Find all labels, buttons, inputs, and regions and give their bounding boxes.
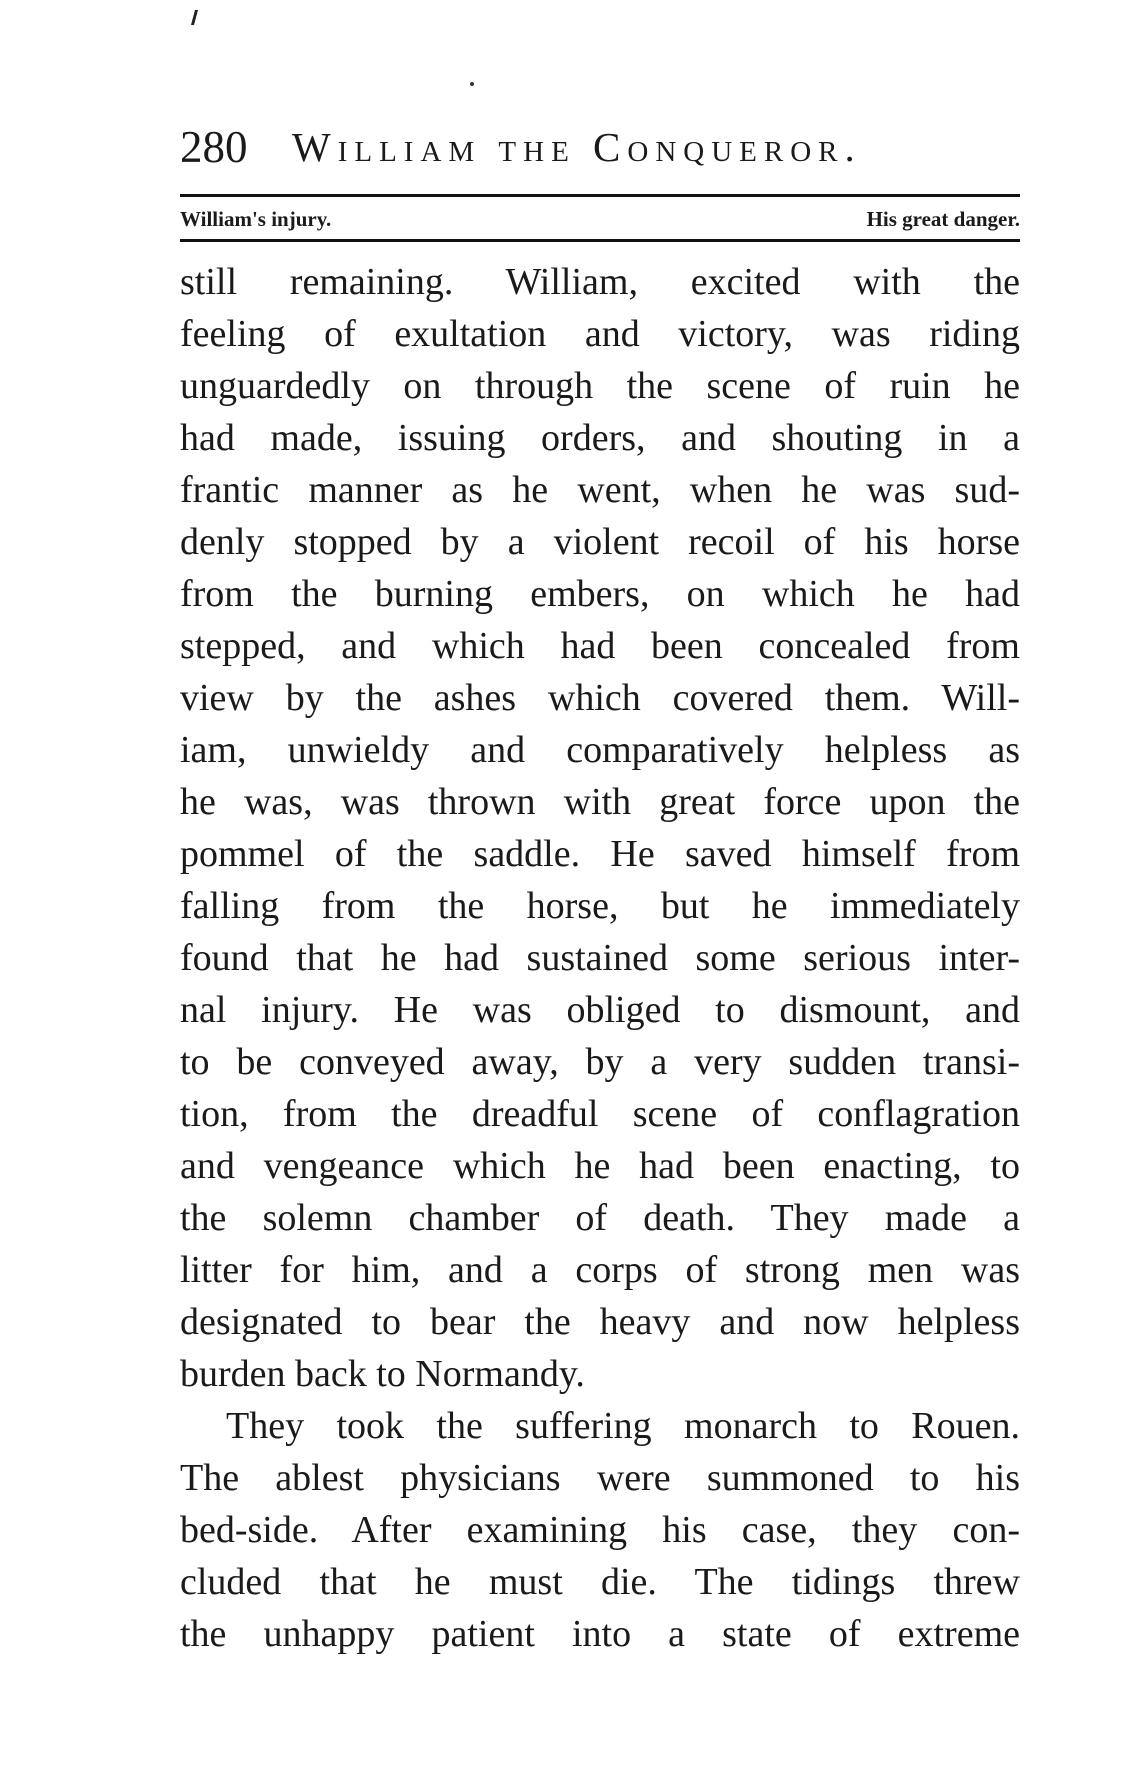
text-line: the solemn chamber of death. They made a (180, 1197, 1020, 1239)
text-line: iam, unwieldy and comparatively helpless as (180, 729, 1020, 771)
text-line: still remaining. William, excited with the (180, 261, 1020, 303)
text-line: cluded that he must die. The tidings threw (180, 1561, 1020, 1603)
text-line: found that he had sustained some serious inter- (180, 937, 1020, 979)
running-head (180, 122, 1020, 185)
header-rule-bottom (180, 239, 1020, 242)
text-line: litter for him, and a corps of strong men was (180, 1249, 1020, 1291)
text-line: feeling of exultation and victory, was riding (180, 313, 1020, 355)
header-rule-top (180, 194, 1020, 197)
sidenote-left: William's injury. (180, 207, 332, 231)
margin-tick-mark (191, 10, 198, 25)
text-line: nal injury. He was obliged to dismount, and (180, 989, 1020, 1031)
text-line: The ablest physicians were summoned to his (180, 1457, 1020, 1499)
text-line: frantic manner as he went, when he was sud- (180, 469, 1020, 511)
text-line: from the burning embers, on which he had (180, 573, 1020, 615)
text-line: the unhappy patient into a state of extreme (180, 1613, 1020, 1655)
text-line: stepped, and which had been concealed from (180, 625, 1020, 667)
text-line: view by the ashes which covered them. Will- (180, 677, 1020, 719)
body-text (180, 256, 1020, 1660)
text-line: had made, issuing orders, and shouting in a (180, 417, 1020, 459)
text-line: bed-side. After examining his case, they con- (180, 1509, 1020, 1551)
paragraph-1 (180, 256, 1020, 1400)
text-line: to be conveyed away, by a very sudden transi- (180, 1041, 1020, 1083)
text-line: pommel of the saddle. He saved himself from (180, 833, 1020, 875)
text-line: denly stopped by a violent recoil of his horse (180, 521, 1020, 563)
text-line: burden back to Normandy. (180, 1353, 585, 1395)
ink-dot (470, 82, 474, 86)
paragraph-2 (180, 1400, 1020, 1660)
text-line: tion, from the dreadful scene of conflagration (180, 1093, 1020, 1135)
page-number: 280 (180, 122, 248, 172)
text-line: designated to bear the heavy and now helpless (180, 1301, 1020, 1343)
text-line: They took the suffering monarch to Rouen. (226, 1405, 1020, 1447)
text-line: he was, was thrown with great force upon the (180, 781, 1020, 823)
running-title: William the Conqueror. (292, 124, 862, 170)
text-line: and vengeance which he had been enacting, to (180, 1145, 1020, 1187)
sidenote-right: His great danger. (866, 207, 1020, 231)
text-line: unguardedly on through the scene of ruin he (180, 365, 1020, 407)
text-line: falling from the horse, but he immediately (180, 885, 1020, 927)
sidenotes (180, 205, 1020, 233)
